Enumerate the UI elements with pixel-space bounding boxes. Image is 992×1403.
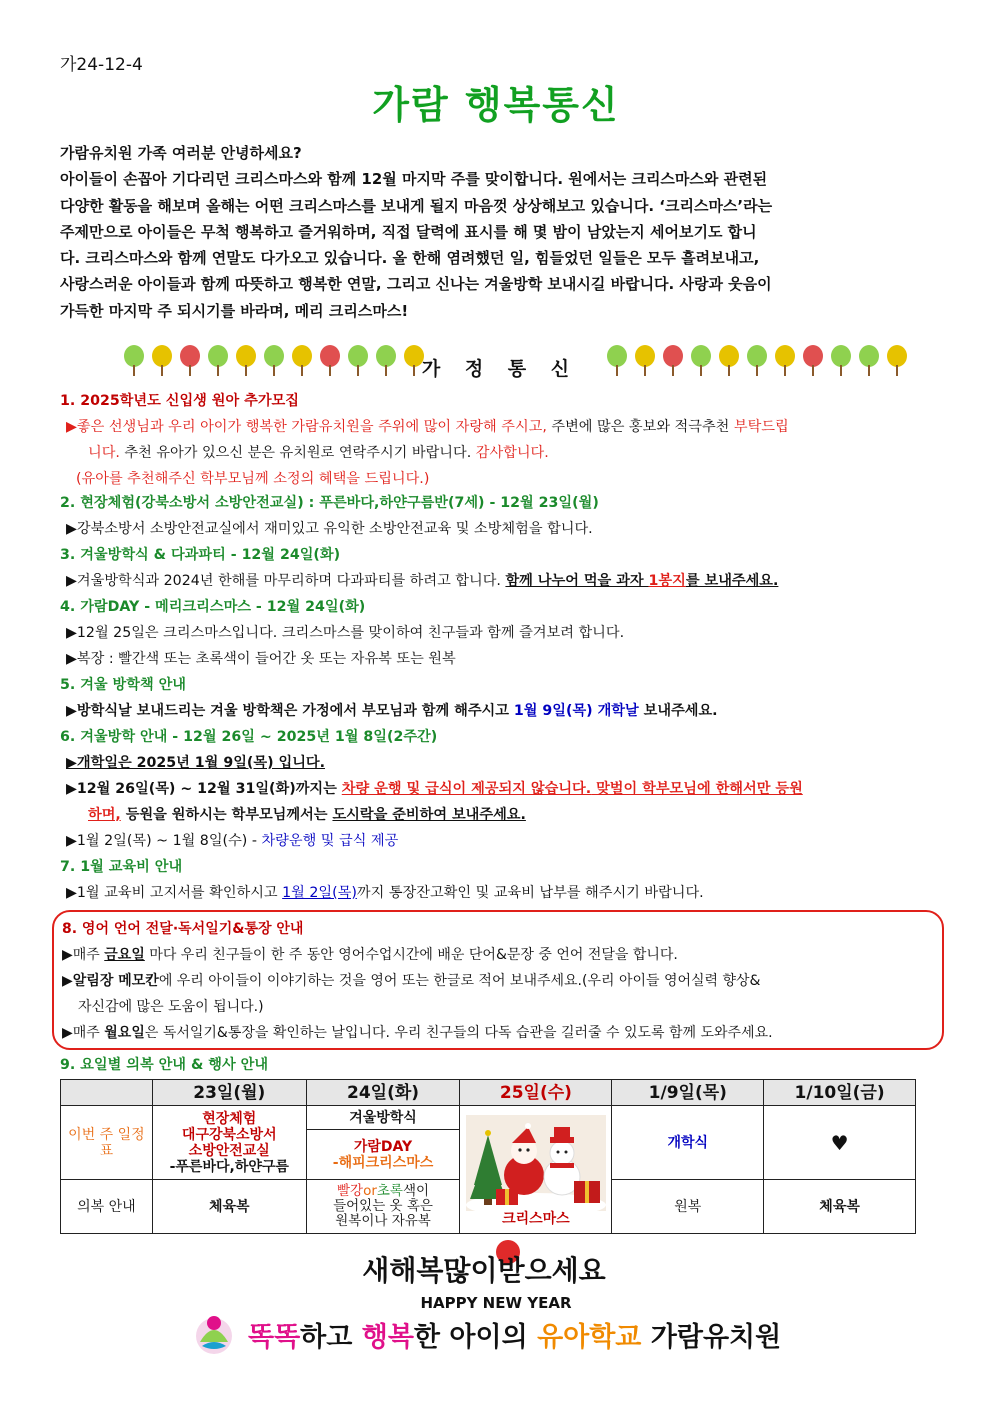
section-2 bbox=[60, 490, 940, 542]
s8-a1: ▶매주 bbox=[62, 947, 105, 963]
footer-p5: 유아학교 bbox=[537, 1321, 642, 1353]
tue-clothes-or: or bbox=[363, 1183, 377, 1199]
section-4 bbox=[60, 594, 940, 672]
mon-schedule-1: 현장체험 bbox=[202, 1110, 257, 1127]
tree-icon bbox=[829, 343, 853, 377]
newyear-korean-text: 새해복많이받으세요 bbox=[362, 1254, 606, 1287]
tree-icon bbox=[605, 343, 629, 377]
mon-schedule bbox=[152, 1106, 306, 1180]
section-6-text-4 bbox=[60, 828, 940, 854]
section-6-text-1: ▶개학일은 2025년 1월 9일(목) 입니다. bbox=[66, 755, 326, 771]
table-corner-cell bbox=[61, 1080, 153, 1106]
section-1-text-2 bbox=[60, 440, 940, 466]
mon-schedule-2: 대구강북소방서 bbox=[181, 1126, 277, 1143]
section-1-text bbox=[60, 414, 940, 440]
s3-c: 1봉지 bbox=[648, 573, 686, 589]
footer-slogan bbox=[192, 1312, 781, 1356]
section-1-heading: 1. 2025학년도 신입생 원아 추가모집 bbox=[60, 393, 299, 409]
tree-decoration-right bbox=[605, 340, 909, 380]
section-4-text-2: ▶복장 : 빨간색 또는 초록색이 들어간 옷 또는 자유복 또는 원복 bbox=[66, 651, 456, 667]
tue-clothes bbox=[306, 1180, 460, 1234]
tree-icon bbox=[633, 343, 657, 377]
section-9 bbox=[60, 1052, 940, 1078]
intro-line-7: 가득한 마지막 주 되시기를 바라며, 메리 크리스마스! bbox=[60, 301, 409, 320]
s6-b5: 등원을 원하시는 학부모님께서는 bbox=[120, 807, 333, 823]
tree-decoration-left bbox=[122, 340, 426, 380]
intro-line-1: 가람유치원 가족 여러분 안녕하세요? bbox=[60, 144, 302, 162]
s6-b4: 하며, bbox=[88, 807, 121, 823]
tree-icon bbox=[234, 343, 258, 377]
section-6 bbox=[60, 724, 940, 854]
section-6-heading: 6. 겨울방학 안내 - 12월 26일 ~ 2025년 1월 8일(2주간) bbox=[60, 729, 438, 745]
s6-b2: 차량 운행 및 급식이 제공되지 않습니다. bbox=[341, 781, 592, 797]
s7-a: ▶1월 교육비 고지서를 확인하시고 bbox=[66, 885, 283, 901]
tree-icon bbox=[885, 343, 909, 377]
section-5-text bbox=[60, 698, 940, 724]
tree-icon bbox=[661, 343, 685, 377]
section-2-heading: 2. 현장체험(강북소방서 소방안전교실) : 푸른바다,하얀구름반(7세) - 12월 23일(월) bbox=[60, 495, 599, 511]
footer-p2: 하고 bbox=[300, 1321, 362, 1353]
s1-a: ▶좋은 선생님과 우리 아이가 행복한 가람유치원을 주위에 많이 자랑해 주시고, bbox=[66, 419, 547, 435]
section-5 bbox=[60, 672, 940, 724]
heart-icon: ♥ bbox=[764, 1106, 916, 1180]
intro-line-4: 주제만으로 아이들은 무척 행복하고 즐거워하며, 직접 달력에 표시를 해 몇 밤이 남았는지 세어보기도 합니 bbox=[60, 222, 757, 241]
thu-clothes: 원복 bbox=[612, 1180, 764, 1234]
schedule-table bbox=[60, 1079, 916, 1234]
tree-icon bbox=[773, 343, 797, 377]
s6-b3: 맞벌이 학부모님에 한해서만 등원 bbox=[591, 781, 803, 797]
section-8-text-1 bbox=[62, 942, 938, 968]
tue-schedule-b-2: -해피크리스마스 bbox=[332, 1154, 434, 1171]
section-8-heading: 8. 영어 언어 전달·독서일기&통장 안내 bbox=[62, 921, 304, 937]
table-header-mon: 23일(월) bbox=[152, 1080, 306, 1106]
thu-schedule: 개학식 bbox=[612, 1106, 764, 1180]
tree-icon bbox=[262, 343, 286, 377]
section-7-text bbox=[60, 880, 940, 906]
document-id: 가24-12-4 bbox=[60, 55, 143, 75]
footer-p3: 행복 bbox=[361, 1321, 414, 1353]
christmas-snowman-image bbox=[466, 1115, 606, 1211]
tree-icon bbox=[717, 343, 741, 377]
mon-clothes: 체육복 bbox=[152, 1180, 306, 1234]
tue-clothes-3: 원복이나 자유복 bbox=[335, 1213, 431, 1229]
s1-b: 주변에 많은 홍보와 적극추천 bbox=[546, 419, 734, 435]
s8-b3: 에 우리 아이들이 이야기하는 것을 영어 또는 한글로 적어 보내주세요.(우리 아이들 영어실력 향상& bbox=[158, 973, 761, 989]
s8-c3: 은 독서일기&통장을 확인하는 날입니다. 우리 친구들의 다독 습관을 길러줄 수 있도록 함께 도와주세요. bbox=[144, 1025, 773, 1041]
s8-a3: 마다 우리 친구들이 한 주 동안 영어수업시간에 배운 단어&문장 중 언어 전달을 합니다. bbox=[144, 947, 678, 963]
s1-c: 부탁드립 bbox=[733, 419, 789, 435]
section-6-text-2 bbox=[60, 776, 940, 802]
s3-b: 함께 나누어 먹을 과자 bbox=[505, 573, 649, 589]
s6-b6: 도시락을 준비하여 보내주세요. bbox=[332, 807, 526, 823]
section-5-heading: 5. 겨울 방학책 안내 bbox=[60, 677, 187, 693]
section-9-heading: 9. 요일별 의복 안내 & 행사 안내 bbox=[60, 1057, 269, 1073]
footer-p4: 한 아이의 bbox=[413, 1321, 538, 1353]
s8-a2: 금요일 bbox=[104, 947, 145, 963]
s6-c1: ▶1월 2일(목) ~ 1월 8일(수) - bbox=[66, 833, 262, 849]
tree-icon bbox=[374, 343, 398, 377]
wed-cell bbox=[460, 1106, 612, 1234]
section-8-text-2 bbox=[62, 968, 938, 994]
tue-clothes-red: 빨강 bbox=[336, 1183, 364, 1199]
section-3 bbox=[60, 542, 940, 594]
intro-line-3: 다양한 활동을 해보며 올해는 어떤 크리스마스를 보내게 될지 마음껏 상상해보고 있습니다. ‘크리스마스’라는 bbox=[60, 196, 773, 215]
tue-schedule-b-1: 가람DAY bbox=[353, 1138, 413, 1155]
tree-icon bbox=[206, 343, 230, 377]
fri-clothes: 체육복 bbox=[764, 1180, 916, 1234]
s1-e: 추천 유아가 있으신 분은 유치원로 연락주시기 바랍니다. bbox=[119, 445, 476, 461]
s5-a: ▶방학식날 보내드리는 겨울 방학책은 가정에서 부모님과 함께 해주시고 bbox=[66, 703, 514, 719]
tree-icon bbox=[346, 343, 370, 377]
row-label-clothes: 의복 안내 bbox=[61, 1180, 153, 1234]
s6-c2: 차량운행 및 급식 제공 bbox=[261, 833, 399, 849]
newyear-english-text: HAPPY NEW YEAR bbox=[420, 1294, 572, 1312]
table-header-wed: 25일(수) bbox=[460, 1080, 612, 1106]
s8-b2: 알림장 메모칸 bbox=[72, 973, 159, 989]
mon-schedule-4: -푸른바다,하얀구름 bbox=[169, 1158, 289, 1175]
kindergarten-logo-icon bbox=[192, 1312, 236, 1356]
intro-line-6: 사랑스러운 아이들과 함께 따뜻하고 행복한 연말, 그리고 신나는 겨울방학 보내시길 바랍니다. 사랑과 웃음이 bbox=[60, 275, 772, 294]
s5-c: 보내주세요. bbox=[638, 703, 718, 719]
table-row-schedule-a bbox=[61, 1106, 916, 1130]
section-8-text-4 bbox=[62, 1020, 938, 1046]
s8-c2: 월요일 bbox=[104, 1025, 145, 1041]
wed-label: 크리스마스 bbox=[502, 1210, 570, 1227]
s3-a: ▶겨울방학식과 2024년 한해를 마무리하며 다과파티를 하려고 합니다. bbox=[66, 573, 506, 589]
section-4-heading: 4. 가람DAY - 메리크리스마스 - 12월 24일(화) bbox=[60, 599, 366, 615]
tue-schedule-b bbox=[306, 1130, 460, 1180]
tree-icon bbox=[122, 343, 146, 377]
section-2-text: ▶강북소방서 소방안전교실에서 재미있고 유익한 소방안전교육 및 소방체험을 합니다. bbox=[66, 521, 593, 537]
table-header-thu: 1/9일(목) bbox=[612, 1080, 764, 1106]
section-7-heading: 7. 1월 교육비 안내 bbox=[60, 859, 183, 875]
row-label-schedule: 이번 주 일정표 bbox=[61, 1106, 153, 1180]
tree-icon bbox=[745, 343, 769, 377]
page-title: 가람 행복통신 bbox=[372, 83, 620, 127]
section-4-text-1: ▶12월 25일은 크리스마스입니다. 크리스마스를 맞이하여 친구들과 함께 즐겨보려 합니다. bbox=[66, 625, 625, 641]
s1-d: 니다. bbox=[88, 445, 120, 461]
tue-clothes-2: 들어있는 옷 혹은 bbox=[333, 1198, 433, 1214]
footer-p6: 가람유치원 bbox=[641, 1321, 782, 1353]
home-notice-title: 가 정 통 신 bbox=[421, 358, 579, 380]
intro-line-2: 아이들이 손꼽아 기다리던 크리스마스와 함께 12월 마지막 주를 맞이합니다. 원에서는 크리스마스와 관련된 bbox=[60, 170, 768, 189]
mon-schedule-3: 소방안전교실 bbox=[188, 1142, 270, 1159]
s7-b: 1월 2일(목) bbox=[282, 885, 357, 901]
s3-d: 를 보내주세요. bbox=[685, 573, 779, 589]
tue-schedule-a: 겨울방학식 bbox=[306, 1106, 460, 1130]
tree-icon bbox=[290, 343, 314, 377]
tree-icon bbox=[689, 343, 713, 377]
table-header-tue: 24일(화) bbox=[306, 1080, 460, 1106]
s1-f: 감사합니다. bbox=[475, 445, 549, 461]
tree-icon bbox=[857, 343, 881, 377]
section-1 bbox=[60, 388, 940, 492]
s6-b1: ▶12월 26일(목) ~ 12월 31일(화)까지는 bbox=[66, 781, 342, 797]
intro-line-5: 다. 크리스마스와 함께 연말도 다가오고 있습니다. 올 한해 염려했던 일, 힘들었던 일들은 모두 흘려보내고, bbox=[60, 249, 760, 268]
happy-new-year-banner bbox=[348, 1240, 620, 1316]
section-6-text-3 bbox=[60, 802, 940, 828]
s8-c1: ▶매주 bbox=[62, 1025, 105, 1041]
tue-clothes-green: 초록 bbox=[376, 1183, 403, 1199]
s5-b: 1월 9일(목) 개학날 bbox=[513, 703, 639, 719]
tree-icon bbox=[178, 343, 202, 377]
table-header-row bbox=[61, 1080, 916, 1106]
footer-text bbox=[248, 1315, 781, 1354]
tree-icon bbox=[318, 343, 342, 377]
table-header-fri: 1/10일(금) bbox=[764, 1080, 916, 1106]
section-1-note: (유아를 추천해주신 학부모님께 소정의 혜택을 드립니다.) bbox=[76, 471, 430, 487]
tue-clothes-1 bbox=[309, 1184, 458, 1199]
s7-c: 까지 통장잔고확인 및 교육비 납부를 해주시기 바랍니다. bbox=[356, 885, 704, 901]
section-3-text bbox=[60, 568, 940, 594]
section-8-text-3: 자신감에 많은 도움이 됩니다.) bbox=[78, 999, 264, 1015]
tree-icon bbox=[801, 343, 825, 377]
tue-clothes-color: 색이 bbox=[402, 1183, 430, 1199]
intro-paragraph bbox=[60, 140, 940, 324]
section-3-heading: 3. 겨울방학식 & 다과파티 - 12월 24일(화) bbox=[60, 547, 341, 563]
footer-p1: 똑똑 bbox=[248, 1321, 301, 1353]
section-8 bbox=[62, 916, 938, 1046]
tree-icon bbox=[150, 343, 174, 377]
s8-b1: ▶ bbox=[62, 973, 73, 989]
section-7 bbox=[60, 854, 940, 906]
